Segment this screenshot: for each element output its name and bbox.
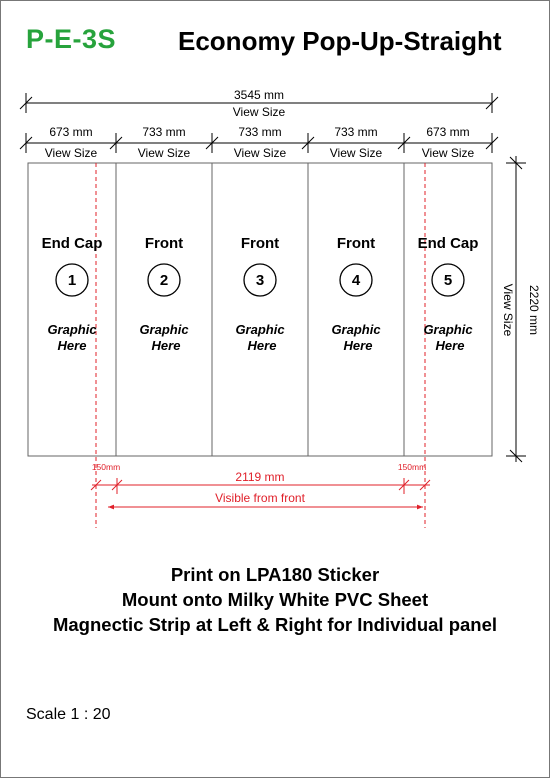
panel-3 <box>235 235 285 353</box>
segment-sub-3: View Size <box>233 146 287 160</box>
overall-width-sublabel: View Size <box>232 105 286 119</box>
panel-title: End Cap <box>41 235 103 252</box>
panel-title: Front <box>336 235 376 252</box>
panel-number: 3 <box>255 272 265 289</box>
left-margin-label: 150mm <box>91 462 121 472</box>
graphic-label: Here <box>247 338 277 353</box>
note-print: Print on LPA180 Sticker <box>170 564 380 585</box>
panel-number: 2 <box>159 272 169 289</box>
segment-sub-1: View Size <box>44 146 98 160</box>
panel-5 <box>418 235 479 353</box>
visible-from-front-label: Visible from front <box>215 491 305 505</box>
height-sublabel: View Size <box>501 283 515 337</box>
segment-sub-4: View Size <box>329 146 383 160</box>
right-margin-label: 150mm <box>397 462 427 472</box>
segment-sub-2: View Size <box>137 146 191 160</box>
graphic-label: Here <box>57 338 87 353</box>
scale-label: Scale 1 : 20 <box>26 706 111 723</box>
panel-title: Front <box>240 235 280 252</box>
graphic-label: Here <box>151 338 181 353</box>
visible-width-label: 2119 mm <box>235 470 285 484</box>
panel-1 <box>42 235 103 353</box>
graphic-label: Graphic <box>423 322 473 337</box>
graphic-label: Graphic <box>235 322 285 337</box>
height-label: 2220 mm <box>527 284 541 336</box>
segment-width-2: 733 mm <box>142 125 186 139</box>
graphic-label: Graphic <box>331 322 381 337</box>
panel-grid <box>28 163 492 456</box>
note-mount: Mount onto Milky White PVC Sheet <box>121 589 429 610</box>
overall-width-label: 3545 mm <box>233 88 285 102</box>
segment-width-5: 673 mm <box>426 125 470 139</box>
graphic-label: Graphic <box>139 322 189 337</box>
panel-2 <box>139 235 189 353</box>
panel-title: End Cap <box>417 235 479 252</box>
panel-4 <box>331 235 381 353</box>
note-magnetic: Magnectic Strip at Left & Right for Individual panel <box>52 614 498 635</box>
product-code: P-E-3S <box>26 24 117 54</box>
panel-title: Front <box>144 235 184 252</box>
panel-number: 4 <box>351 272 361 289</box>
graphic-label: Graphic <box>47 322 97 337</box>
graphic-label: Here <box>435 338 465 353</box>
segment-width-1: 673 mm <box>49 125 93 139</box>
segment-width-3: 733 mm <box>238 125 282 139</box>
panel-number: 1 <box>67 272 77 289</box>
segment-sub-5: View Size <box>421 146 475 160</box>
panel-number: 5 <box>443 272 453 289</box>
segment-width-4: 733 mm <box>334 125 378 139</box>
product-title: Economy Pop-Up-Straight <box>178 26 502 56</box>
production-notes <box>0 562 550 637</box>
graphic-label: Here <box>343 338 373 353</box>
